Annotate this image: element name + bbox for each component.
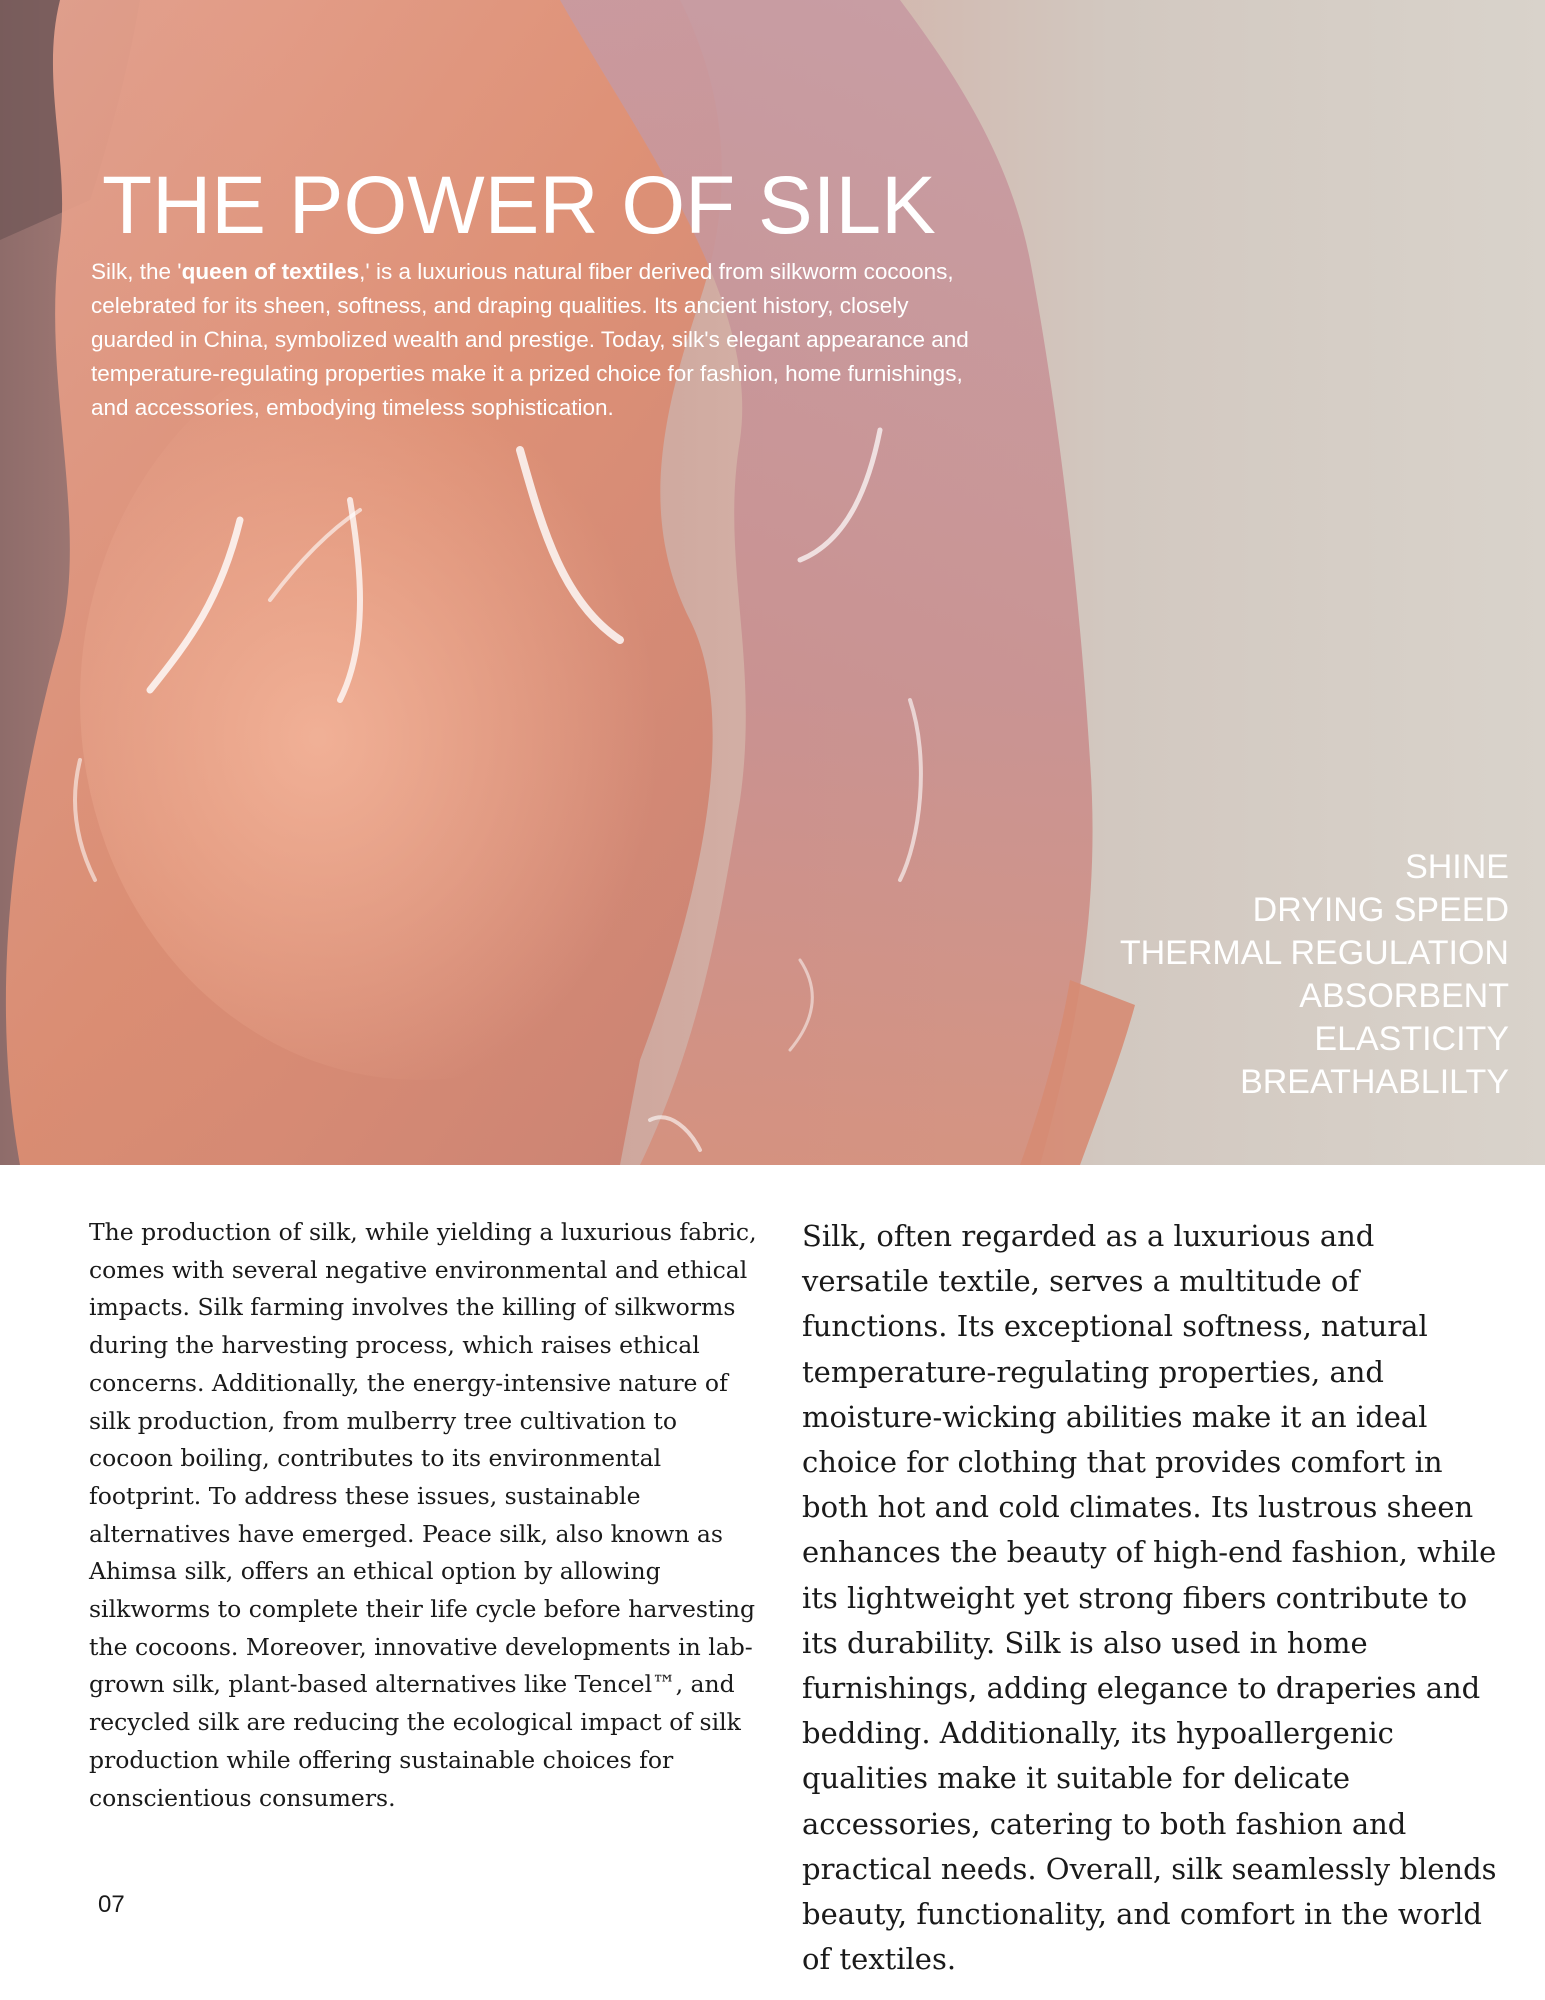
intro-paragraph (91, 255, 991, 425)
silk-functions-paragraph: Silk, often regarded as a luxurious and versatile textile, serves a multitude of functions. Its exceptional softness, natural temperature-regulating properties, and moisture-wicking abilities make it an ideal choice for clothing that provides comfort in both hot and cold climates. Its lustrous sheen enhances the beauty of high-end fashion, while its lightweight yet strong fibers contribute to its durability. Silk is also used in home furnishings, adding elegance to draperies and bedding. Additionally, its hypoallergenic qualities make it suitable for delicate accessories, catering to both fashion and practical needs. Overall, silk seamlessly blends beauty, functionality, and comfort in the world of textiles. (802, 1219, 1497, 1977)
environmental-impact-paragraph: The production of silk, while yielding a luxurious fabric, comes with several negative environmental and ethical impacts. Silk farming involves the killing of silkworms during the harvesting process, which raises ethical concerns. Additionally, the energy-intensive nature of silk production, from mulberry tree cultivation to cocoon boiling, contributes to its environmental footprint. To address these issues, sustainable alternatives have emerged. Peace silk, also known as Ahimsa silk, offers an ethical option by allowing silkworms to complete their life cycle before harvesting the cocoons. Moreover, innovative developments in lab-grown silk, plant-based alternatives like Tencel™, and recycled silk are reducing the ecological impact of silk production while offering sustainable choices for conscientious consumers. (89, 1218, 757, 1812)
property-item: BREATHABLILTY (1240, 1063, 1509, 1101)
silk-properties-list (1120, 846, 1509, 1104)
page-title: THE POWER OF SILK (102, 160, 936, 251)
property-item: ELASTICITY (1314, 1020, 1509, 1058)
property-item: DRYING SPEED (1252, 891, 1509, 929)
property-item: THERMAL REGULATION (1119, 934, 1509, 972)
page-number: 07 (98, 1891, 125, 1918)
intro-text-start: Silk, the ' (91, 259, 182, 284)
property-item: ABSORBENT (1299, 977, 1509, 1015)
intro-emphasis: queen of textiles (181, 259, 360, 284)
property-item: SHINE (1405, 848, 1509, 886)
intro-text-end: ,' is a luxurious natural fiber derived from silkworm cocoons, celebrated for its sheen, softness, and draping qualities. Its ancient history, closely guarded in China, symbolized wealth and prestige. Today, silk's elegant appearance and temperature-regulating properties make it a prized choice for fashion, home furnishings, and accessories, embodying timeless sophistication. (91, 259, 969, 420)
